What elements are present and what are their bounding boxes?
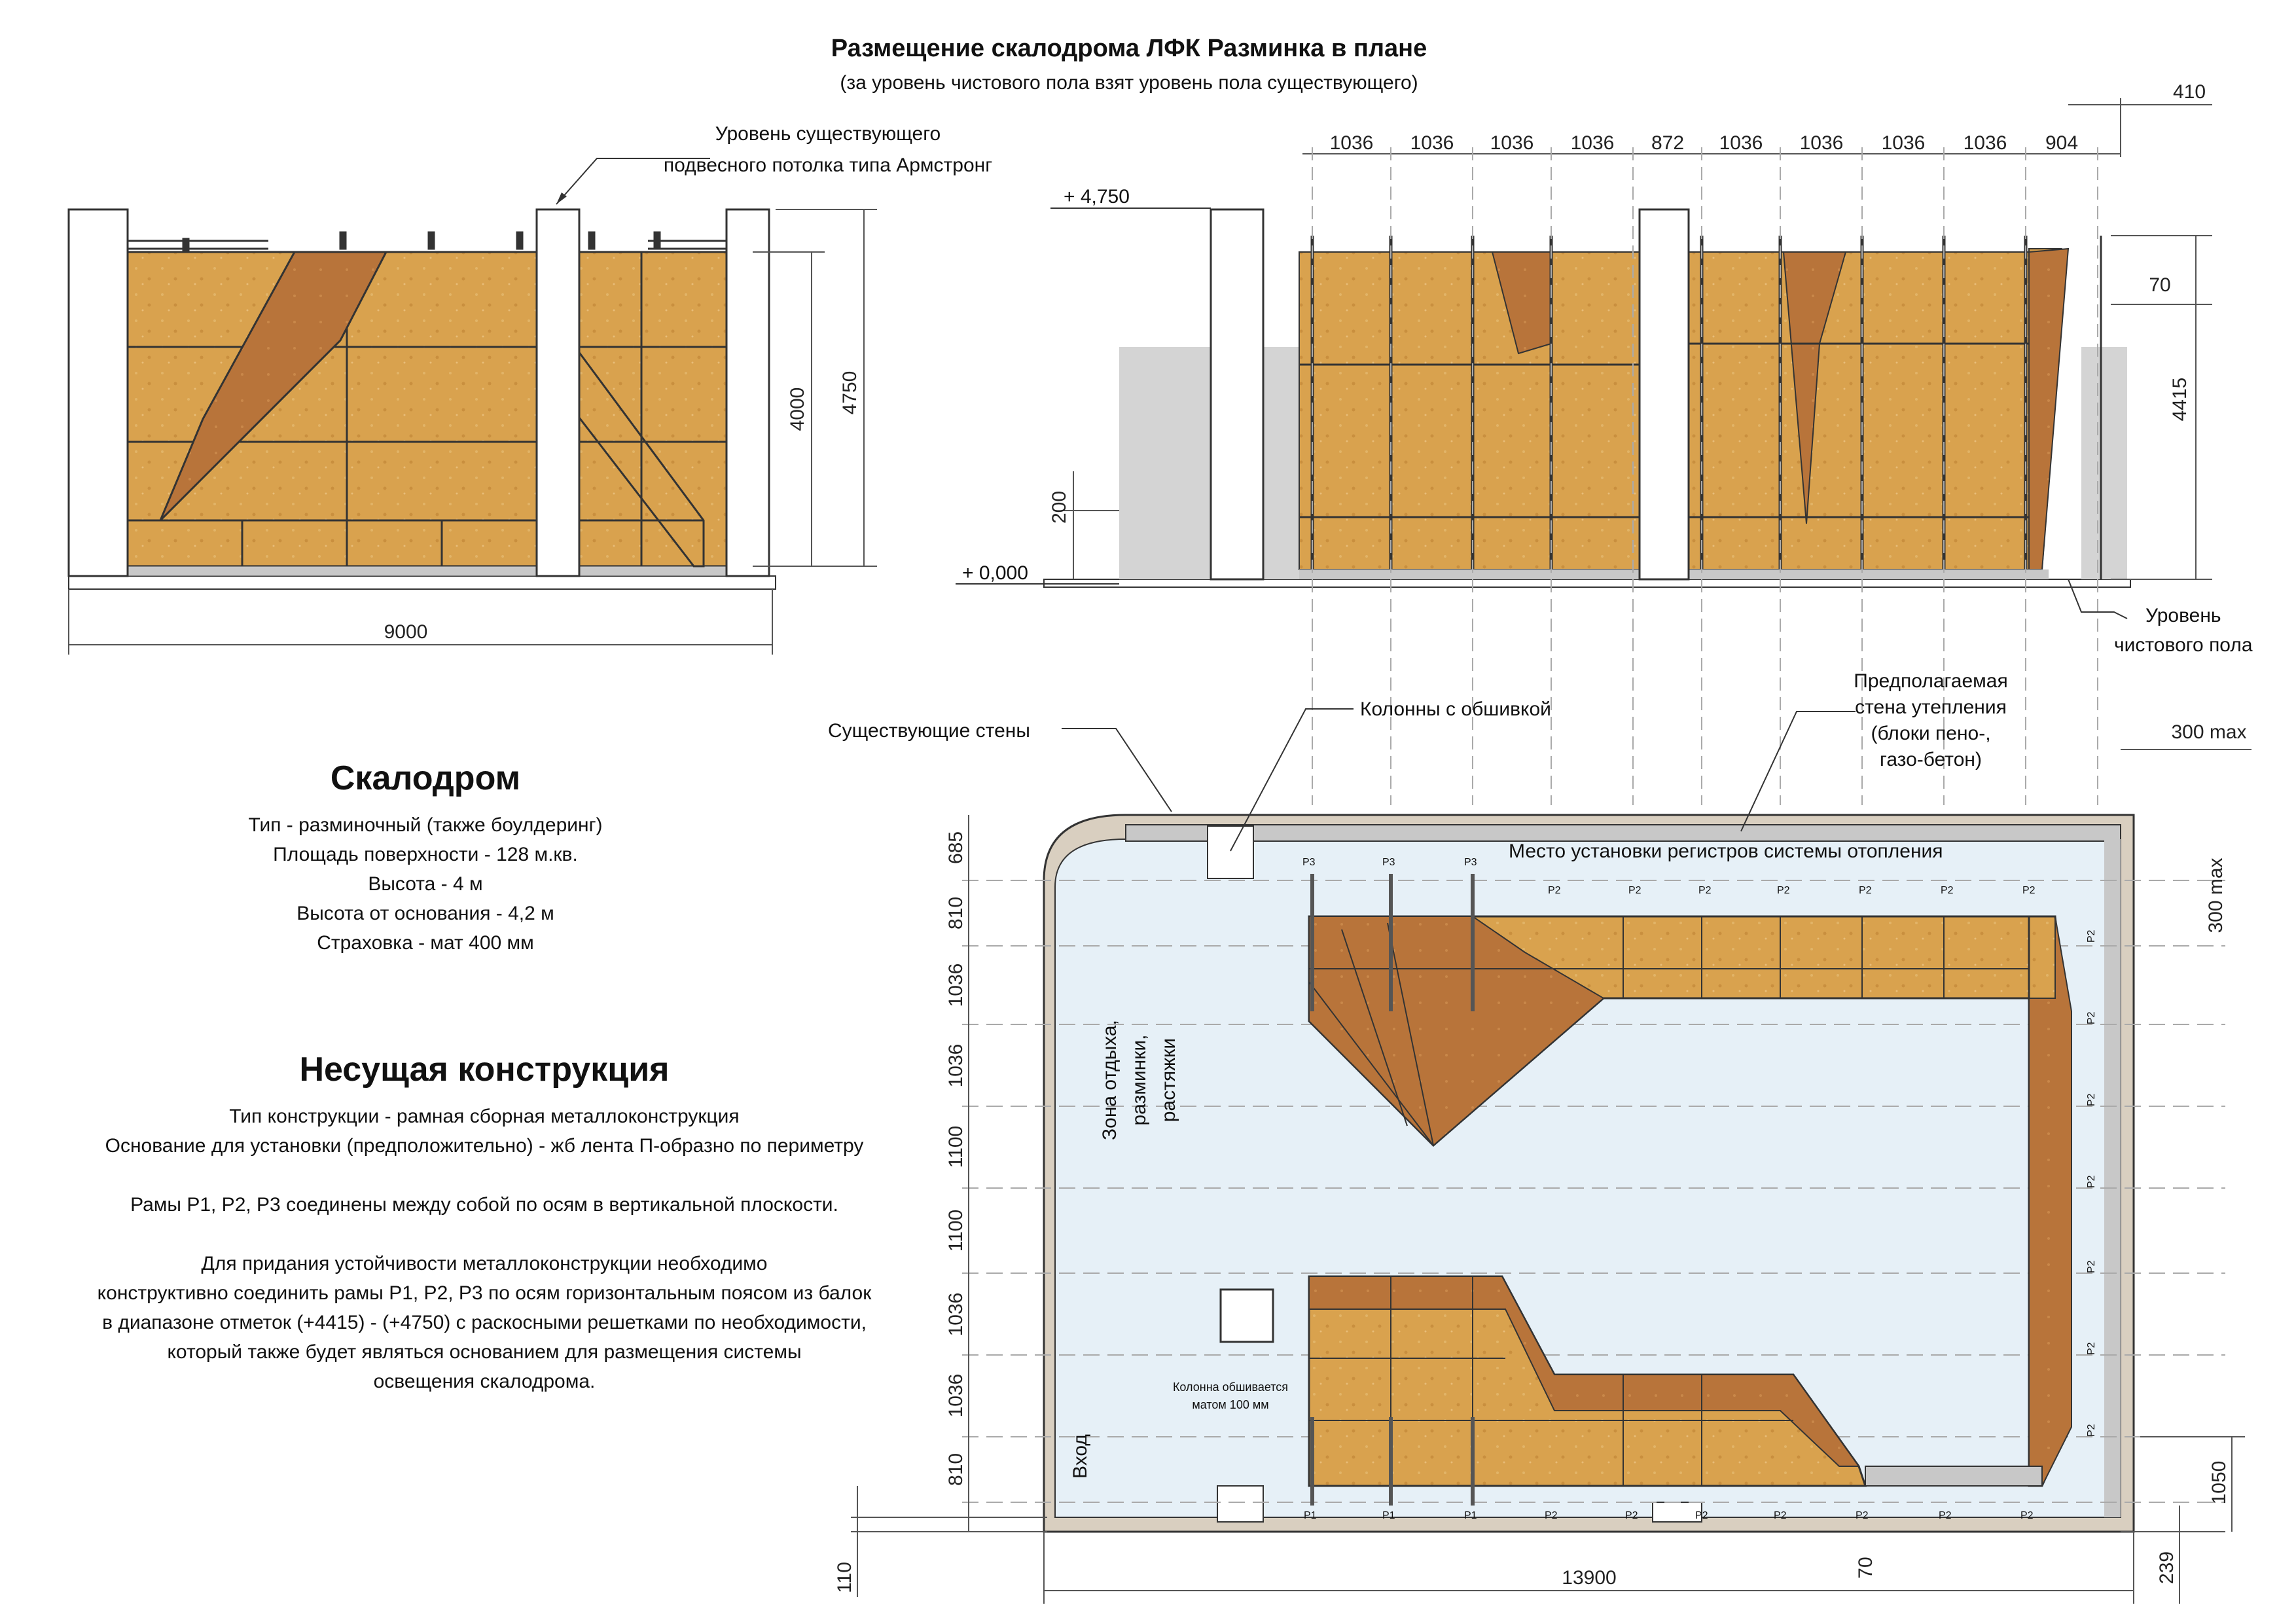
- label-insulation-2: стена утепления: [1855, 696, 2007, 718]
- dim-left-1036d: 1036: [945, 1373, 967, 1418]
- plan-column-bottom: [1217, 1486, 1263, 1522]
- dim-200: 200: [1049, 490, 1070, 524]
- overhang-right: [2029, 249, 2068, 569]
- frame-p3-3: P3: [1464, 857, 1477, 868]
- mat-strip: [128, 566, 726, 576]
- side-wall-r3: [2081, 347, 2127, 579]
- insulation-wall: [1126, 825, 2121, 841]
- frame-p2-r6: P2: [2086, 1342, 2097, 1355]
- label-column-note-2: матом 100 мм: [1192, 1398, 1269, 1411]
- dim-top-1: 1036: [1329, 132, 1374, 154]
- label-300-max-side: 300 max: [2205, 857, 2227, 933]
- frame-p2-t4: P2: [1777, 885, 1790, 896]
- label-columns: Колонны с обшивкой: [1360, 698, 1551, 720]
- spec-structure-line: Для придания устойчивости металлоконструкции необходимо: [201, 1253, 768, 1274]
- frame-p2-t5: P2: [1859, 885, 1872, 896]
- frame-p2-r4: P2: [2086, 1175, 2097, 1188]
- frame-p2-b6: P2: [1939, 1510, 1952, 1521]
- dim-top-10: 904: [2045, 132, 2079, 154]
- frame-p2-t7: P2: [2022, 885, 2036, 896]
- dim-left-1036c: 1036: [945, 1292, 967, 1337]
- dim-left-1100b: 1100: [945, 1209, 967, 1252]
- spec-structure-heading: Несущая конструкция: [299, 1051, 670, 1089]
- frame-p2-b1: P2: [1545, 1510, 1558, 1521]
- frame-p2-r2: P2: [2086, 1011, 2097, 1024]
- spec-structure-line: конструктивно соединить рамы Р1, Р2, Р3 по осям горизонтальным поясом из балок: [97, 1282, 872, 1304]
- level-zero: + 0,000: [962, 562, 1028, 584]
- dim-4750: 4750: [839, 370, 861, 415]
- label-heating: Место установки регистров системы отопления: [1509, 840, 1943, 862]
- spec-climbing-line: Высота - 4 м: [368, 873, 483, 895]
- frame-p1-2: P1: [1382, 1510, 1395, 1521]
- side-wall-r1: [1119, 347, 1211, 579]
- label-entry: Вход: [1069, 1434, 1091, 1479]
- frame-p2-r3: P2: [2086, 1093, 2097, 1106]
- dim-left-685: 685: [945, 831, 967, 865]
- frame-p3-2: P3: [1382, 857, 1395, 868]
- plan-column-top: [1208, 826, 1253, 878]
- frame-p2-b5: P2: [1856, 1510, 1869, 1521]
- label-existing-walls: Существующие стены: [828, 720, 1030, 742]
- frame-p2-b7: P2: [2020, 1510, 2034, 1521]
- dim-1050: 1050: [2208, 1460, 2230, 1505]
- column-r-left: [1211, 209, 1263, 579]
- frame-p2-r7: P2: [2086, 1424, 2097, 1437]
- plan-column-bottom2: [1653, 1502, 1702, 1522]
- dim-9000: 9000: [384, 621, 428, 643]
- spec-climbing-line: Тип - разминочный (также боулдеринг): [248, 814, 603, 836]
- dim-left-810a: 810: [945, 896, 967, 930]
- label-zone-1: Зона отдыха,: [1099, 1020, 1121, 1140]
- dim-top-4: 1036: [1570, 132, 1615, 154]
- dim-top-7: 1036: [1799, 132, 1844, 154]
- spec-climbing-line: Высота от основания - 4,2 м: [296, 903, 554, 924]
- frame-p2-t3: P2: [1698, 885, 1712, 896]
- page-title: Размещение скалодрома ЛФК Разминка в плане: [831, 35, 1427, 62]
- label-zone-2: разминки,: [1128, 1034, 1150, 1126]
- frame-p2-r5: P2: [2086, 1260, 2097, 1273]
- dim-70-right: 70: [2149, 274, 2171, 296]
- column-right: [726, 209, 769, 576]
- frame-p2-t6: P2: [1941, 885, 1954, 896]
- floor-line-right: [1044, 579, 2130, 587]
- dim-top-3: 1036: [1490, 132, 1534, 154]
- wall-bottom-strip: [1865, 1466, 2042, 1486]
- dim-top-6: 1036: [1719, 132, 1763, 154]
- frame-p2-t2: P2: [1628, 885, 1641, 896]
- frame-p2-b2: P2: [1625, 1510, 1638, 1521]
- label-insulation-1: Предполагаемая: [1854, 670, 2008, 692]
- ceiling-grid: [128, 232, 726, 252]
- spec-climbing-line: Площадь поверхности - 128 м.кв.: [273, 844, 578, 865]
- climbing-wall-a: [1299, 252, 1640, 569]
- label-300-max-top: 300 max: [2171, 721, 2247, 743]
- spec-structure-line: [26, 1219, 942, 1249]
- elevation-left: [69, 123, 992, 655]
- spec-climbing-block: [183, 753, 668, 958]
- dim-top-2: 1036: [1410, 132, 1454, 154]
- climbing-wall-b: [1689, 252, 2029, 569]
- label-insulation-3: (блоки пено-,: [1871, 723, 1991, 744]
- climbing-wall-panels-right: [579, 252, 726, 566]
- spec-structure-line: [26, 1161, 942, 1190]
- dim-left-1036b: 1036: [945, 1043, 967, 1088]
- spec-structure-line: Рамы Р1, Р2, Р3 соединены между собой по осям в вертикальной плоскости.: [130, 1194, 838, 1216]
- floor-plan: [828, 670, 2251, 1604]
- frame-p3-1: P3: [1302, 857, 1316, 868]
- floor-note-line1: Уровень: [2145, 605, 2221, 626]
- spec-structure-block: [26, 1044, 942, 1396]
- dim-239: 239: [2156, 1551, 2178, 1585]
- spec-structure-line: Тип конструкции - рамная сборная металлоконструкция: [229, 1106, 740, 1127]
- dim-4000: 4000: [787, 387, 808, 431]
- frame-p2-b3: P2: [1695, 1510, 1708, 1521]
- frame-p1-1: P1: [1304, 1510, 1317, 1521]
- wall-right-edge: [2029, 916, 2072, 1486]
- column-center: [537, 209, 579, 576]
- dim-13900: 13900: [1562, 1567, 1617, 1589]
- dim-110: 110: [834, 1562, 855, 1593]
- dim-4415: 4415: [2169, 377, 2191, 422]
- frame-p2-b4: P2: [1774, 1510, 1787, 1521]
- spec-structure-line: Основание для установки (предположительно) - жб лента П-образно по периметру: [105, 1135, 864, 1157]
- frame-p1-3: P1: [1464, 1510, 1477, 1521]
- spec-climbing-line: Страховка - мат 400 мм: [317, 932, 534, 954]
- page-subtitle: (за уровень чистового пола взят уровень пола существующего): [840, 72, 1418, 94]
- dim-top-8: 1036: [1881, 132, 1926, 154]
- column-r-center: [1640, 209, 1689, 579]
- floor-slab: [69, 576, 776, 589]
- frame-p2-r1: P2: [2086, 929, 2097, 943]
- spec-structure-line: освещения скалодрома.: [373, 1371, 596, 1392]
- label-insulation-4: газо-бетон): [1880, 749, 1982, 770]
- spec-climbing-heading: Скалодром: [330, 759, 521, 797]
- spec-structure-line: который также будет являться основанием для размещения системы: [167, 1341, 802, 1363]
- dim-left-1100a: 1100: [945, 1125, 967, 1168]
- dim-left-810b: 810: [945, 1453, 967, 1487]
- frame-p2-t1: P2: [1548, 885, 1561, 896]
- dim-70-bottom: 70: [1855, 1557, 1876, 1579]
- dim-top-9: 1036: [1963, 132, 2007, 154]
- dim-410: 410: [2172, 81, 2206, 103]
- label-zone-3: растяжки: [1158, 1038, 1179, 1123]
- ceiling-note-line1: Уровень существующего: [715, 123, 941, 145]
- insulation-wall-right: [2104, 839, 2121, 1517]
- plan-column-inner: [1221, 1290, 1273, 1342]
- dim-top-5: 872: [1651, 132, 1685, 154]
- floor-note-line2: чистового пола: [2114, 634, 2253, 656]
- ceiling-note-line2: подвесного потолка типа Армстронг: [663, 154, 993, 176]
- spec-structure-line: в диапазоне отметок (+4415) - (+4750) с раскосными решетками по необходимости,: [102, 1312, 867, 1333]
- level-top: + 4,750: [1064, 186, 1130, 208]
- elevation-right: [956, 81, 2253, 805]
- column-left: [69, 209, 128, 576]
- dim-left-1036a: 1036: [945, 963, 967, 1007]
- label-column-note-1: Колонна обшивается: [1172, 1380, 1289, 1394]
